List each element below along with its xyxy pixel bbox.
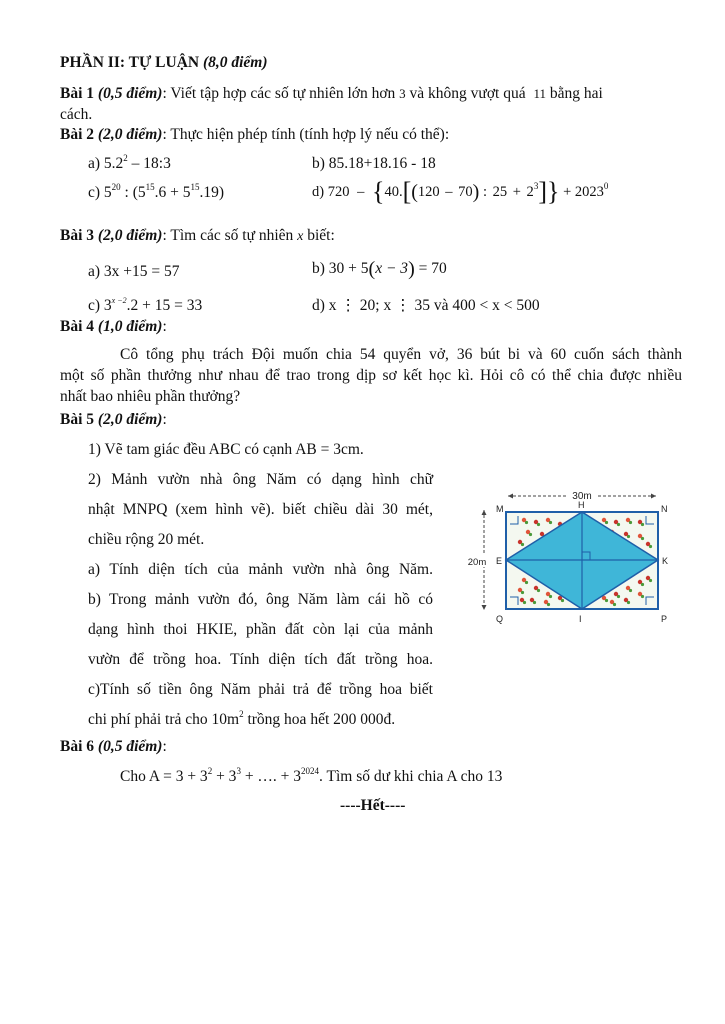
leaf-dot <box>605 599 608 602</box>
bai1-label: Bài 1 <box>60 85 95 102</box>
bai6-t1: Cho A = 3 + 3 <box>120 768 208 785</box>
bai5-q2-l2: nhật MNPQ (xem hình vẽ). biết chiều dài 30 mét, <box>88 501 433 518</box>
bai4-label: Bài 4 <box>60 318 95 335</box>
label-Q: Q <box>496 614 504 624</box>
leaf-dot <box>561 599 564 602</box>
leaf-dot <box>525 521 528 524</box>
width-arrow-top <box>482 510 487 515</box>
leaf-dot <box>523 601 526 604</box>
leaf-dot <box>529 533 532 536</box>
leaf-dot <box>641 523 644 526</box>
leaf-dot <box>521 591 524 594</box>
bai5-qc-l1: c)Tính số tiền ông Năm phải trả để trồng hoa biết <box>88 681 433 698</box>
bai2-a-post: – 18:3 <box>131 155 171 172</box>
bai6-t3: + …. + 3 <box>244 768 302 785</box>
bai4-heading <box>60 317 167 337</box>
bai3-b-inner: x − 3 <box>375 260 409 277</box>
bai1-text-b: và không vượt quá <box>409 85 526 102</box>
leaf-dot <box>537 523 540 526</box>
bai3-c-post: .2 + 15 = 33 <box>126 297 203 314</box>
bai6-e2: 3 <box>236 766 241 776</box>
bai2-d-plus: + 2023 <box>563 184 604 200</box>
leaf-dot <box>627 601 630 604</box>
width-label: 20m <box>467 557 487 568</box>
bai2-c-exp3: 15 <box>190 182 200 192</box>
bai2-intro: : Thực hiện phép tính (tính hợp lý nếu có thể): <box>162 126 450 143</box>
bai2-b: b) 85.18+18.16 - 18 <box>312 155 436 172</box>
label-N: N <box>661 504 668 514</box>
bai2-d-exp0: 0 <box>603 181 609 191</box>
label-I: I <box>579 614 582 624</box>
bai3-a: a) 3x +15 = 57 <box>88 263 180 280</box>
leaf-dot <box>617 595 620 598</box>
bai3-var: x <box>297 229 304 244</box>
bai2-d-lparen: ( <box>411 181 418 203</box>
bai4-colon: : <box>162 318 167 335</box>
bai3-c <box>88 296 202 316</box>
bai3-heading <box>60 226 335 247</box>
label-M: M <box>496 504 504 514</box>
bai1-points: (0,5 điểm) <box>97 85 163 102</box>
bai4-para-l3: nhất bao nhiêu phần thưởng? <box>60 388 241 405</box>
bai5-qb-l3: vườn để trồng hoa. Tính diện tích đất trồng hoa. <box>88 651 433 668</box>
bai5-qc-l2 <box>88 710 395 730</box>
bai2-d-inner: 120 – 70 <box>417 184 473 200</box>
leaf-dot <box>641 595 644 598</box>
bai2-c-pre: c) 5 <box>88 184 112 201</box>
bai3-intro-b: biết: <box>307 227 335 244</box>
bai6-t2: + 3 <box>216 768 237 785</box>
bai3-b-paren-r: ) <box>408 258 415 280</box>
bai3-b-expr: 30 + 5 <box>328 260 369 277</box>
bai2-a-exp: 2 <box>123 153 128 163</box>
bai3-c-pre: c) 3 <box>88 297 112 314</box>
bai2-d-exp3: 3 <box>533 181 539 191</box>
leaf-dot <box>627 535 630 538</box>
bai2-d-forty: 40. <box>384 184 403 200</box>
leaf-dot <box>629 521 632 524</box>
bai1-text-a: : Viết tập hợp các số tự nhiên lớn hơn <box>162 85 396 102</box>
bai6-t4: . Tìm số dư khi chia A cho 13 <box>319 768 503 785</box>
leaf-dot <box>629 589 632 592</box>
length-arrow-right <box>651 494 656 499</box>
length-label: 30m <box>572 491 592 502</box>
bai3-b-pre: b) <box>312 260 325 277</box>
bai5-qa: a) Tính diện tích của mảnh vườn nhà ông Năm. <box>88 561 433 578</box>
bai2-heading <box>60 125 449 145</box>
bai3-intro-a: : Tìm các số tự nhiên <box>162 227 294 244</box>
bai4-para-l2: một số phần thưởng như nhau để trao trong dịp sơ kết học kì. Hỏi cô có thể chia được nhiều <box>60 367 682 384</box>
bai6-colon: : <box>162 738 167 755</box>
leaf-dot <box>525 581 528 584</box>
bai5-q2-l3: chiều rộng 20 mét. <box>88 531 205 548</box>
bai2-label: Bài 2 <box>60 126 95 143</box>
leaf-dot <box>549 595 552 598</box>
bai2-d-rbrack: ] <box>538 177 547 206</box>
leaf-dot <box>649 545 652 548</box>
section-title-text: PHẦN II: TỰ LUẬN <box>60 54 200 71</box>
leaf-dot <box>537 589 540 592</box>
bai3-b-post: = 70 <box>418 260 447 277</box>
bai2-c-mid2: .6 + 5 <box>154 184 191 201</box>
bai4-para-l1: Cô tổng phụ trách Đội muốn chia 54 quyển vở, 36 bút bi và 60 cuốn sách thành <box>120 346 682 363</box>
bai5-label: Bài 5 <box>60 411 95 428</box>
bai6-label: Bài 6 <box>60 738 95 755</box>
bai2-d-pre: d) 720 <box>312 184 350 200</box>
leaf-dot <box>641 583 644 586</box>
section-points: (8,0 điểm) <box>202 54 268 71</box>
garden-figure <box>462 484 682 632</box>
length-arrow-left <box>508 494 513 499</box>
bai5-qc-l2-a: chi phí phải trả cho 10m <box>88 711 240 728</box>
leaf-dot <box>613 603 616 606</box>
bai5-qb-l1: b) Trong mảnh vườn đó, ông Năm làm cái hồ có <box>88 591 433 608</box>
bai1-line1 <box>60 84 603 104</box>
label-H: H <box>578 500 585 510</box>
bai2-c-mid1: : (5 <box>124 184 146 201</box>
label-K: K <box>662 556 669 566</box>
leaf-dot <box>521 543 524 546</box>
bai5-qc-l2-b: trồng hoa hết 200 000đ. <box>247 711 396 728</box>
bai2-c <box>88 183 224 203</box>
bai5-q2-l1: 2) Mảnh vườn nhà ông Năm có dạng hình chữ <box>88 471 433 488</box>
bai5-qb-l2: dạng hình thoi HKIE, phần đất còn lại của mảnh <box>88 621 433 638</box>
bai6-points: (0,5 điểm) <box>97 738 163 755</box>
leaf-dot <box>605 521 608 524</box>
leaf-dot <box>641 537 644 540</box>
bai1-text-c: bằng hai <box>549 85 603 102</box>
leaf-dot <box>549 521 552 524</box>
leaf-dot <box>547 603 550 606</box>
bai2-d-lbrace: { <box>371 177 385 206</box>
end-marker: ----Hết---- <box>340 797 406 814</box>
bai3-d: d) x ⋮ 20; x ⋮ 35 và 400 < x < 500 <box>312 297 540 314</box>
bai2-d-div: : 25 + 2 <box>482 184 534 200</box>
bai3-c-exp: x −2 <box>111 296 127 305</box>
bai5-points: (2,0 điểm) <box>97 411 163 428</box>
bai2-c-exp1: 20 <box>111 182 121 192</box>
bai2-points: (2,0 điểm) <box>97 126 163 143</box>
bai1-line2: cách. <box>60 106 93 123</box>
bai5-q1: 1) Vẽ tam giác đều ABC có cạnh AB = 3cm. <box>88 441 364 458</box>
bai6-e1: 2 <box>207 766 213 776</box>
bai2-d-lbrack: [ <box>402 177 412 206</box>
bai2-c-post: .19) <box>199 184 225 201</box>
leaf-dot <box>617 523 620 526</box>
bai6-heading <box>60 737 167 757</box>
bai2-c-exp2: 15 <box>145 182 155 192</box>
bai2-d <box>312 177 609 206</box>
bai3-label: Bài 3 <box>60 227 95 244</box>
bai6-statement <box>120 767 502 787</box>
leaf-dot <box>533 601 536 604</box>
label-E: E <box>496 556 503 566</box>
bai1-num1: 3 <box>399 86 406 101</box>
bai5-heading <box>60 410 167 430</box>
bai2-d-minus: – <box>357 184 365 200</box>
bai2-a-pre: a) 5.2 <box>88 155 124 172</box>
bai2-d-rparen: ) <box>472 181 480 203</box>
bai6-e3: 2024 <box>301 766 320 776</box>
bai5-colon: : <box>162 411 167 428</box>
bai2-a <box>88 154 171 174</box>
section-title <box>60 53 268 73</box>
width-arrow-bottom <box>482 605 487 610</box>
bai3-points: (2,0 điểm) <box>97 227 163 244</box>
bai2-d-rbrace: } <box>546 177 560 206</box>
bai5-qc-l2-exp: 2 <box>239 709 244 719</box>
bai1-num2: 11 <box>533 86 546 101</box>
bai3-b-paren-l: ( <box>368 258 376 280</box>
bai4-points: (1,0 điểm) <box>97 318 163 335</box>
label-P: P <box>661 614 668 624</box>
bai3-b <box>312 259 447 279</box>
leaf-dot <box>649 579 652 582</box>
